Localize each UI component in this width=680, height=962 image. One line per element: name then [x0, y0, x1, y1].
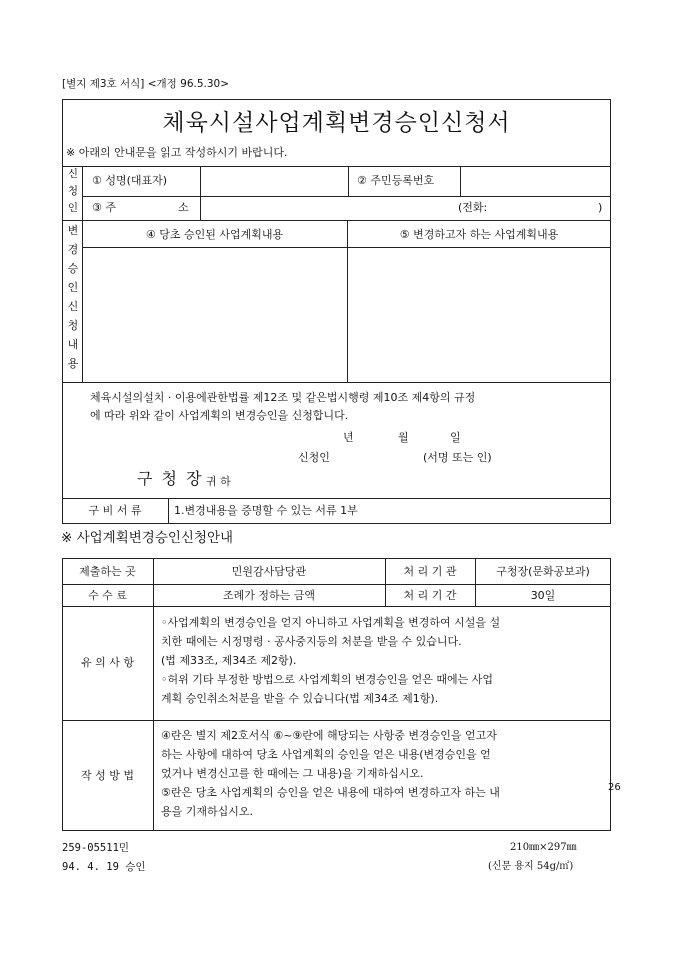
processing-org-label: 처 리 기 관 [403, 565, 457, 578]
addressee: 구 청 장 [137, 469, 204, 488]
address-field[interactable] [201, 197, 451, 219]
address-label-part1: ③ 주 [92, 201, 116, 214]
form-title: 체육시설사업계획변경승인신청서 [162, 110, 511, 136]
writing-method-text [161, 726, 606, 821]
signature-note: (서명 또는 인) [423, 451, 492, 464]
resident-number-field[interactable] [461, 167, 610, 195]
signer-label: 신청인 [298, 451, 330, 464]
name-label: ① 성명(대표자) [92, 174, 168, 187]
guide-title: ※ 사업계획변경승인신청안내 [61, 530, 234, 546]
phone-field[interactable] [496, 197, 596, 219]
required-docs-value: 1.변경내용을 증명할 수 있는 서류 1부 [174, 504, 358, 517]
processing-org-value: 구청장(문화공보과) [496, 565, 590, 578]
page-number: 26 [608, 782, 621, 793]
caution-label: 유 의 사 항 [81, 656, 134, 669]
addressee-honorific: 귀 하 [206, 475, 231, 488]
fee-label: 수 수 료 [88, 589, 127, 602]
phone-close: ) [598, 201, 603, 214]
writing-method-label: 작 성 방 법 [81, 769, 134, 782]
form-label: [별지 제3호 서식] <개정 96.5.30> [62, 78, 230, 90]
form-code: 259-05511민 [62, 842, 130, 854]
resident-number-label: ② 주민등록번호 [357, 174, 435, 187]
method-line: 었거나 변경신고를 한 때에는 그 내용)을 기재하십시오. [161, 767, 424, 780]
original-plan-header: ④ 당초 승인된 사업계획내용 [145, 228, 284, 241]
change-request-label: 변경승인신청내용 [67, 224, 79, 370]
date-year-label: 년 [343, 431, 354, 444]
processing-period-value: 30일 [530, 589, 556, 602]
method-line: ④란은 별지 제2호서식 ⑥~⑨란에 해당되는 사항중 변경승인을 얻고자 [161, 729, 497, 742]
caution-line: ◦사업계획의 변경승인을 얻지 아니하고 사업계획을 변경하여 시설을 설 [161, 616, 501, 629]
caution-text [161, 613, 606, 708]
changed-plan-header: ⑤ 변경하고자 하는 사업계획내용 [399, 228, 559, 241]
caution-line: 계획 승인취소처분을 받을 수 있습니다(법 제34조 제1항). [161, 692, 439, 705]
applicant-label: 신청인 [67, 168, 79, 214]
original-plan-field[interactable] [83, 248, 346, 381]
statement-line-2: 에 따라 위와 같이 사업계획의 변경승인을 신청합니다. [90, 409, 349, 422]
method-line: 하는 사항에 대하여 당초 사업계획의 승인을 얻은 내용(변경승인을 얻 [161, 748, 491, 761]
statement-line-1: 체육시설의설치 · 이용에관한법률 제12조 및 같은법시행령 제10조 제4항의 규정 [90, 391, 476, 404]
address-label-part2: 소 [178, 201, 189, 214]
method-line: 용을 기재하십시오. [161, 805, 254, 818]
name-field[interactable] [201, 167, 347, 195]
caution-line: 치한 때에는 시정명령 · 공사중지등의 처분을 받을 수 있습니다. [161, 635, 462, 648]
approval-date: 94. 4. 19 승인 [62, 861, 146, 873]
date-day-label: 일 [450, 431, 461, 444]
notice-text: ※ 아래의 안내문을 읽고 작성하시기 바랍니다. [66, 146, 288, 159]
caution-line: (법 제33조, 제34조 제2항). [161, 654, 297, 667]
phone-label: (전화: [458, 201, 488, 214]
submit-place-label: 제출하는 곳 [79, 565, 136, 578]
required-docs-label: 구 비 서 류 [88, 504, 142, 517]
submit-place-value: 민원감사담당관 [231, 565, 307, 578]
changed-plan-field[interactable] [348, 248, 610, 381]
date-month-label: 월 [398, 431, 409, 444]
fee-value: 조례가 정하는 금액 [222, 589, 315, 602]
paper-size: 210㎜×297㎜ [510, 842, 577, 853]
method-line: ⑤란은 당초 사업계획의 승인을 얻은 내용에 대하여 변경하고자 하는 내 [161, 786, 500, 799]
processing-period-label: 처 리 기 간 [403, 589, 457, 602]
caution-line: ◦허위 기타 부정한 방법으로 사업계획의 변경승인을 얻은 때에는 사업 [161, 673, 493, 686]
paper-type: (신문 용지 54g/㎡) [488, 861, 574, 872]
